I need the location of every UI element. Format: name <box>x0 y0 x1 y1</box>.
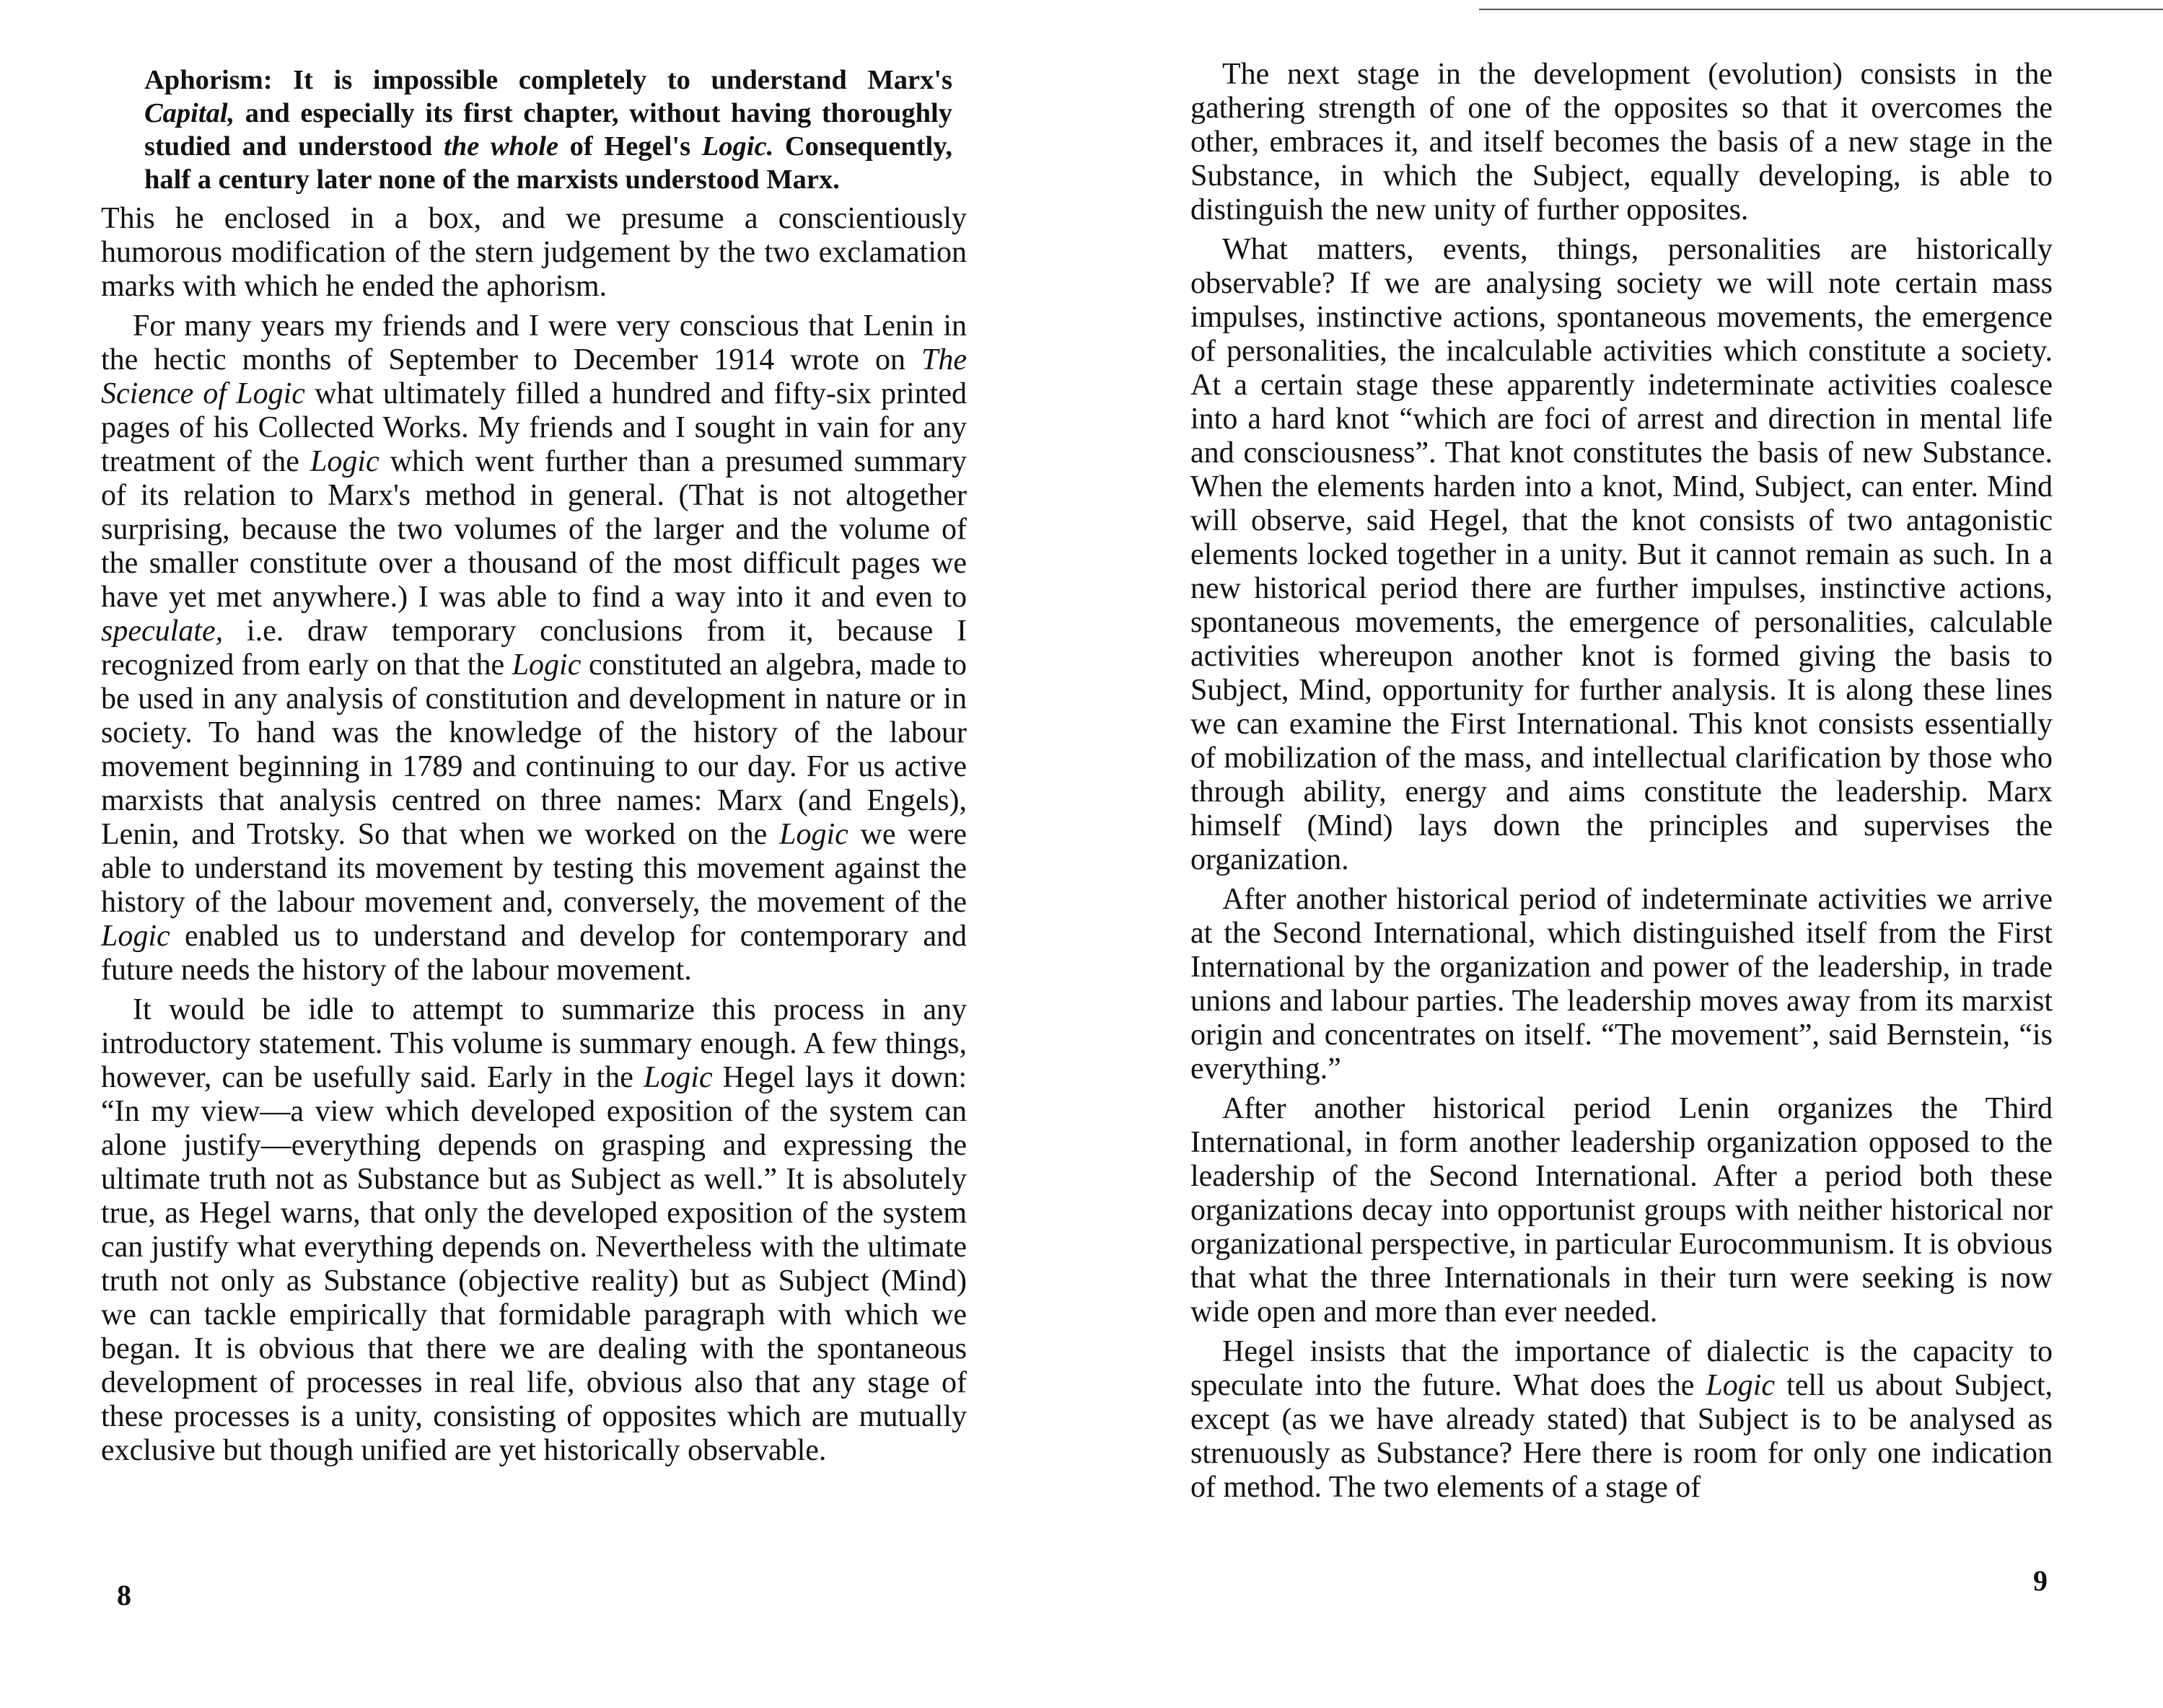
text-run: Consequently, half a century later none of the marxists understood Marx. <box>144 131 953 195</box>
italic-text-run: Logic <box>512 648 582 682</box>
text-run: of Hegel's <box>558 131 702 162</box>
text-run: we were able to understand its movement by testing this movement against the history of the labour movement and, conversely, the movement of the <box>101 818 968 919</box>
italic-text-run: Logic. <box>701 131 774 162</box>
paragraph-what-matters <box>1190 233 2053 877</box>
top-edge-rule <box>1479 9 2163 10</box>
text-run: enabled us to understand and develop for contemporary and future needs the history of the labour movement. <box>101 920 967 987</box>
paragraph-friends-logic <box>101 309 967 987</box>
italic-text-run: Logic <box>101 920 170 953</box>
text-run: which went further than a presumed summary of its relation to Marx's method in general. (That is not altogether surprising, because the two volumes of the larger and the volume of the smaller constitute over a thousand of the most difficult pages we have yet met anywhere.) I was able to find a way into it and even to <box>101 445 967 614</box>
text-run: It would be idle to attempt to summarize this process in any introductory statement. This volume is summary enough. A few things, however, can be usefully said. Early in the <box>101 993 967 1094</box>
text-run: For many years my friends and I were very conscious that Lenin in the hectic months of September to December 1914 wrote on <box>101 309 967 377</box>
text-run: Hegel insists that the importance of dialectic is the capacity to speculate into the future. What does the <box>1190 1335 2053 1402</box>
italic-text-run: speculate, <box>101 615 224 648</box>
italic-text-run: Logic <box>1706 1369 1776 1402</box>
text-run: i.e. draw temporary conclusions from it, because I recognized from early on that the <box>101 615 967 682</box>
paragraph-hegel-dialectic <box>1190 1335 2053 1505</box>
text-run: This he enclosed in a box, and we presume a conscientiously humorous modification of the stern judgement by the two exclamation marks with which he ended the aphorism. <box>101 202 967 303</box>
italic-text-run: Logic <box>310 445 379 478</box>
page-number-right: 9 <box>2033 1564 2048 1597</box>
italic-text-run: Logic <box>779 818 848 851</box>
paragraph-third-international <box>1190 1092 2053 1329</box>
page-number-left: 8 <box>117 1579 131 1611</box>
text-run: what ultimately filled a hundred and fifty-six printed pages of his Collected Works. My friends and I sought in vain for any treatment of the <box>101 377 967 478</box>
italic-text-run: the whole <box>444 131 558 162</box>
right-body-text <box>1190 58 2053 1510</box>
paragraph-next-stage <box>1190 58 2053 227</box>
paragraph-box-comment <box>101 202 967 304</box>
text-run: After another historical period of indeterminate activities we arrive at the Second International, which distinguished itself from the First International by the organization and power of the leadership, in trade unions and labour parties. The leadership moves away from its marxist origin and concentrates on itself. “The movement”, said Bernstein, “is everything.” <box>1190 883 2053 1086</box>
italic-text-run: The Science of Logic <box>101 343 967 410</box>
paragraph-second-international <box>1190 883 2053 1086</box>
text-run: Aphorism: It is impossible completely to understand Marx's <box>144 65 952 95</box>
italic-text-run: Logic <box>643 1061 713 1094</box>
text-run: constituted an algebra, made to be used in any analysis of constitution and development in nature or in society. To hand was the knowledge of the history of the labour movement beginning in 1789 and continuing to our day. For us active marxists that analysis centred on three names: Marx (and Engels), Lenin, and Trotsky. So that when we worked on the <box>101 648 967 851</box>
aphorism-quote <box>144 63 952 196</box>
text-run: and especially its first chapter, without having thoroughly studied and understood <box>144 98 952 162</box>
text-run: Hegel lays it down: “In my view—a view which developed exposition of the system can alone justify—everything depends on grasping and expressing the ultimate truth not as Substance but as Subject as well.” It is absolutely true, as Hegel warns, that only the developed exposition of the system can justify what everything depends on. Nevertheless with the ultimate truth not only as Substance (objective reality) but as Subject (Mind) we can tackle empirically that formidable paragraph with which we began. It is obvious that there we are dealing with the spontaneous development of processes in real life, obvious also that any stage of these processes is a unity, consisting of opposites which are mutually exclusive but though unified are yet historically observable. <box>101 1061 968 1467</box>
text-run: After another historical period Lenin organizes the Third International, in form another leadership organization opposed to the leadership of the Second International. After a period both these organizations decay into opportunist groups with neither historical nor organizational perspective, in particular Eurocommunism. It is obvious that what the three Internationals in their turn were seeking is now wide open and more than ever needed. <box>1190 1092 2053 1329</box>
paragraph-summary-process <box>101 993 967 1468</box>
left-body-text <box>101 202 967 1474</box>
text-run: What matters, events, things, personalities are historically observable? If we are analysing society we will note certain mass impulses, instinctive actions, spontaneous movements, the emergence of personalities, the incalculable activities which constitute a society. At a certain stage these apparently indeterminate activities coalesce into a hard knot “which are foci of arrest and direction in mental life and consciousness”. That knot constitutes the basis of new Substance. When the elements harden into a knot, Mind, Subject, can enter. Mind will observe, said Hegel, that the knot consists of two antagonistic elements locked together in a unity. But it cannot remain as such. In a new historical period there are further impulses, instinctive actions, spontaneous movements, the emergence of personalities, calculable activities whereupon another knot is formed giving the basis to Subject, Mind, opportunity for further analysis. It is along these lines we can examine the First International. This knot consists essentially of mobilization of the mass, and intellectual clarification by those who through ability, energy and aims constitute the leadership. Marx himself (Mind) lays down the principles and supervises the organization. <box>1190 233 2053 876</box>
text-run: The next stage in the development (evolution) consists in the gathering strength of one of the opposites so that it overcomes the other, embraces it, and itself becomes the basis of a new stage in the Substance, in which the Subject, equally developing, is able to distinguish the new unity of further opposites. <box>1190 58 2053 226</box>
italic-text-run: Capital, <box>144 98 235 128</box>
text-run: tell us about Subject, except (as we have already stated) that Subject is to be analysed as strenuously as Substance? Here there is room for only one indication of method. The two elements of a stage of <box>1190 1369 2053 1504</box>
